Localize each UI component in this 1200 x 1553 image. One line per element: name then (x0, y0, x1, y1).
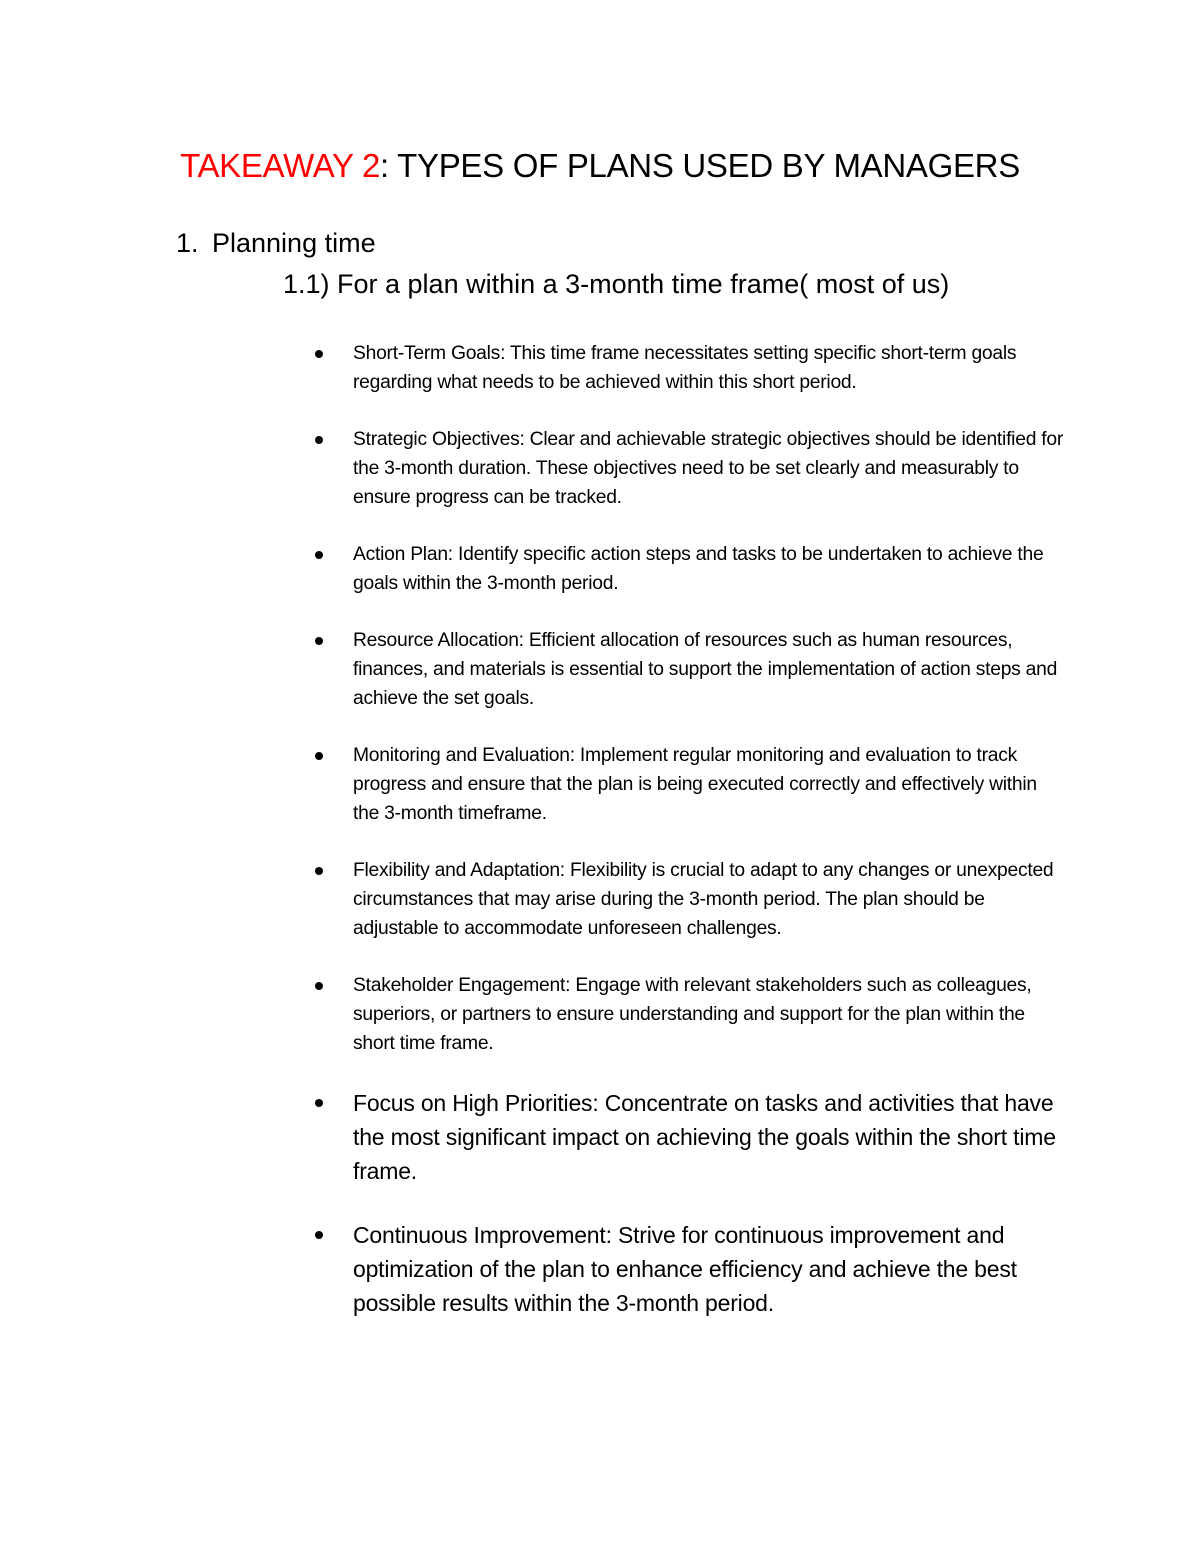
bullet-dot-icon (315, 1099, 323, 1107)
list-item (353, 626, 1068, 713)
bullet-dot-icon (315, 637, 323, 645)
list-item (353, 1086, 1068, 1188)
list-item-text: Flexibility and Adaptation: Flexibility is crucial to adapt to any changes or unexpected circumstances that may arise during the 3-month period. The plan should be adjustable to accommodate unforeseen challenges. (353, 860, 1054, 939)
bullet-dot-icon (315, 551, 323, 559)
list-item (353, 1218, 1068, 1320)
list-item-text: Stakeholder Engagement: Engage with relevant stakeholders such as colleagues, superiors, or partners to ensure understanding and support for the plan within the short time frame. (353, 975, 1032, 1054)
list-item-text: Short-Term Goals: This time frame necessitates setting specific short-term goals regarding what needs to be achieved within this short period. (353, 343, 1017, 393)
bullet-list (353, 339, 1068, 1350)
bullet-dot-icon (315, 867, 323, 875)
bullet-dot-icon (315, 350, 323, 358)
bullet-dot-icon (315, 436, 323, 444)
list-item (353, 971, 1068, 1058)
list-item (353, 741, 1068, 828)
bullet-dot-icon (315, 752, 323, 760)
list-item-text: Continuous Improvement: Strive for continuous improvement and optimization of the plan to enhance efficiency and achieve the best possible results within the 3-month period. (353, 1222, 1017, 1316)
list-item-text: Resource Allocation: Efficient allocation of resources such as human resources, finances, and materials is essential to support the implementation of action steps and achieve the set goals. (353, 630, 1058, 709)
title-accent: TAKEAWAY 2 (180, 147, 381, 184)
bullet-dot-icon (315, 982, 323, 990)
bullet-dot-icon (315, 1231, 323, 1239)
list-item (353, 540, 1068, 598)
list-item-text: Focus on High Priorities: Concentrate on tasks and activities that have the most significant impact on achieving the goals within the short time frame. (353, 1090, 1056, 1184)
list-item-text: Monitoring and Evaluation: Implement regular monitoring and evaluation to track progress and ensure that the plan is being executed correctly and effectively within the 3-month timeframe. (353, 745, 1037, 824)
page-title (0, 144, 1200, 188)
title-text: : TYPES OF PLANS USED BY MANAGERS (380, 147, 1020, 184)
list-item (353, 339, 1068, 397)
section-label: Planning time (212, 228, 376, 258)
list-item-text: Action Plan: Identify specific action steps and tasks to be undertaken to achieve the goals within the 3-month period. (353, 544, 1044, 594)
list-item (353, 856, 1068, 943)
section-number: 1. (176, 228, 199, 258)
list-item (353, 425, 1068, 512)
list-item-text: Strategic Objectives: Clear and achievable strategic objectives should be identified for the 3-month duration. These objectives need to be set clearly and measurably to ensure progress can be tracked. (353, 429, 1064, 508)
subsection-heading: 1.1) For a plan within a 3-month time frame( most of us) (283, 269, 950, 299)
section-heading (176, 225, 376, 261)
